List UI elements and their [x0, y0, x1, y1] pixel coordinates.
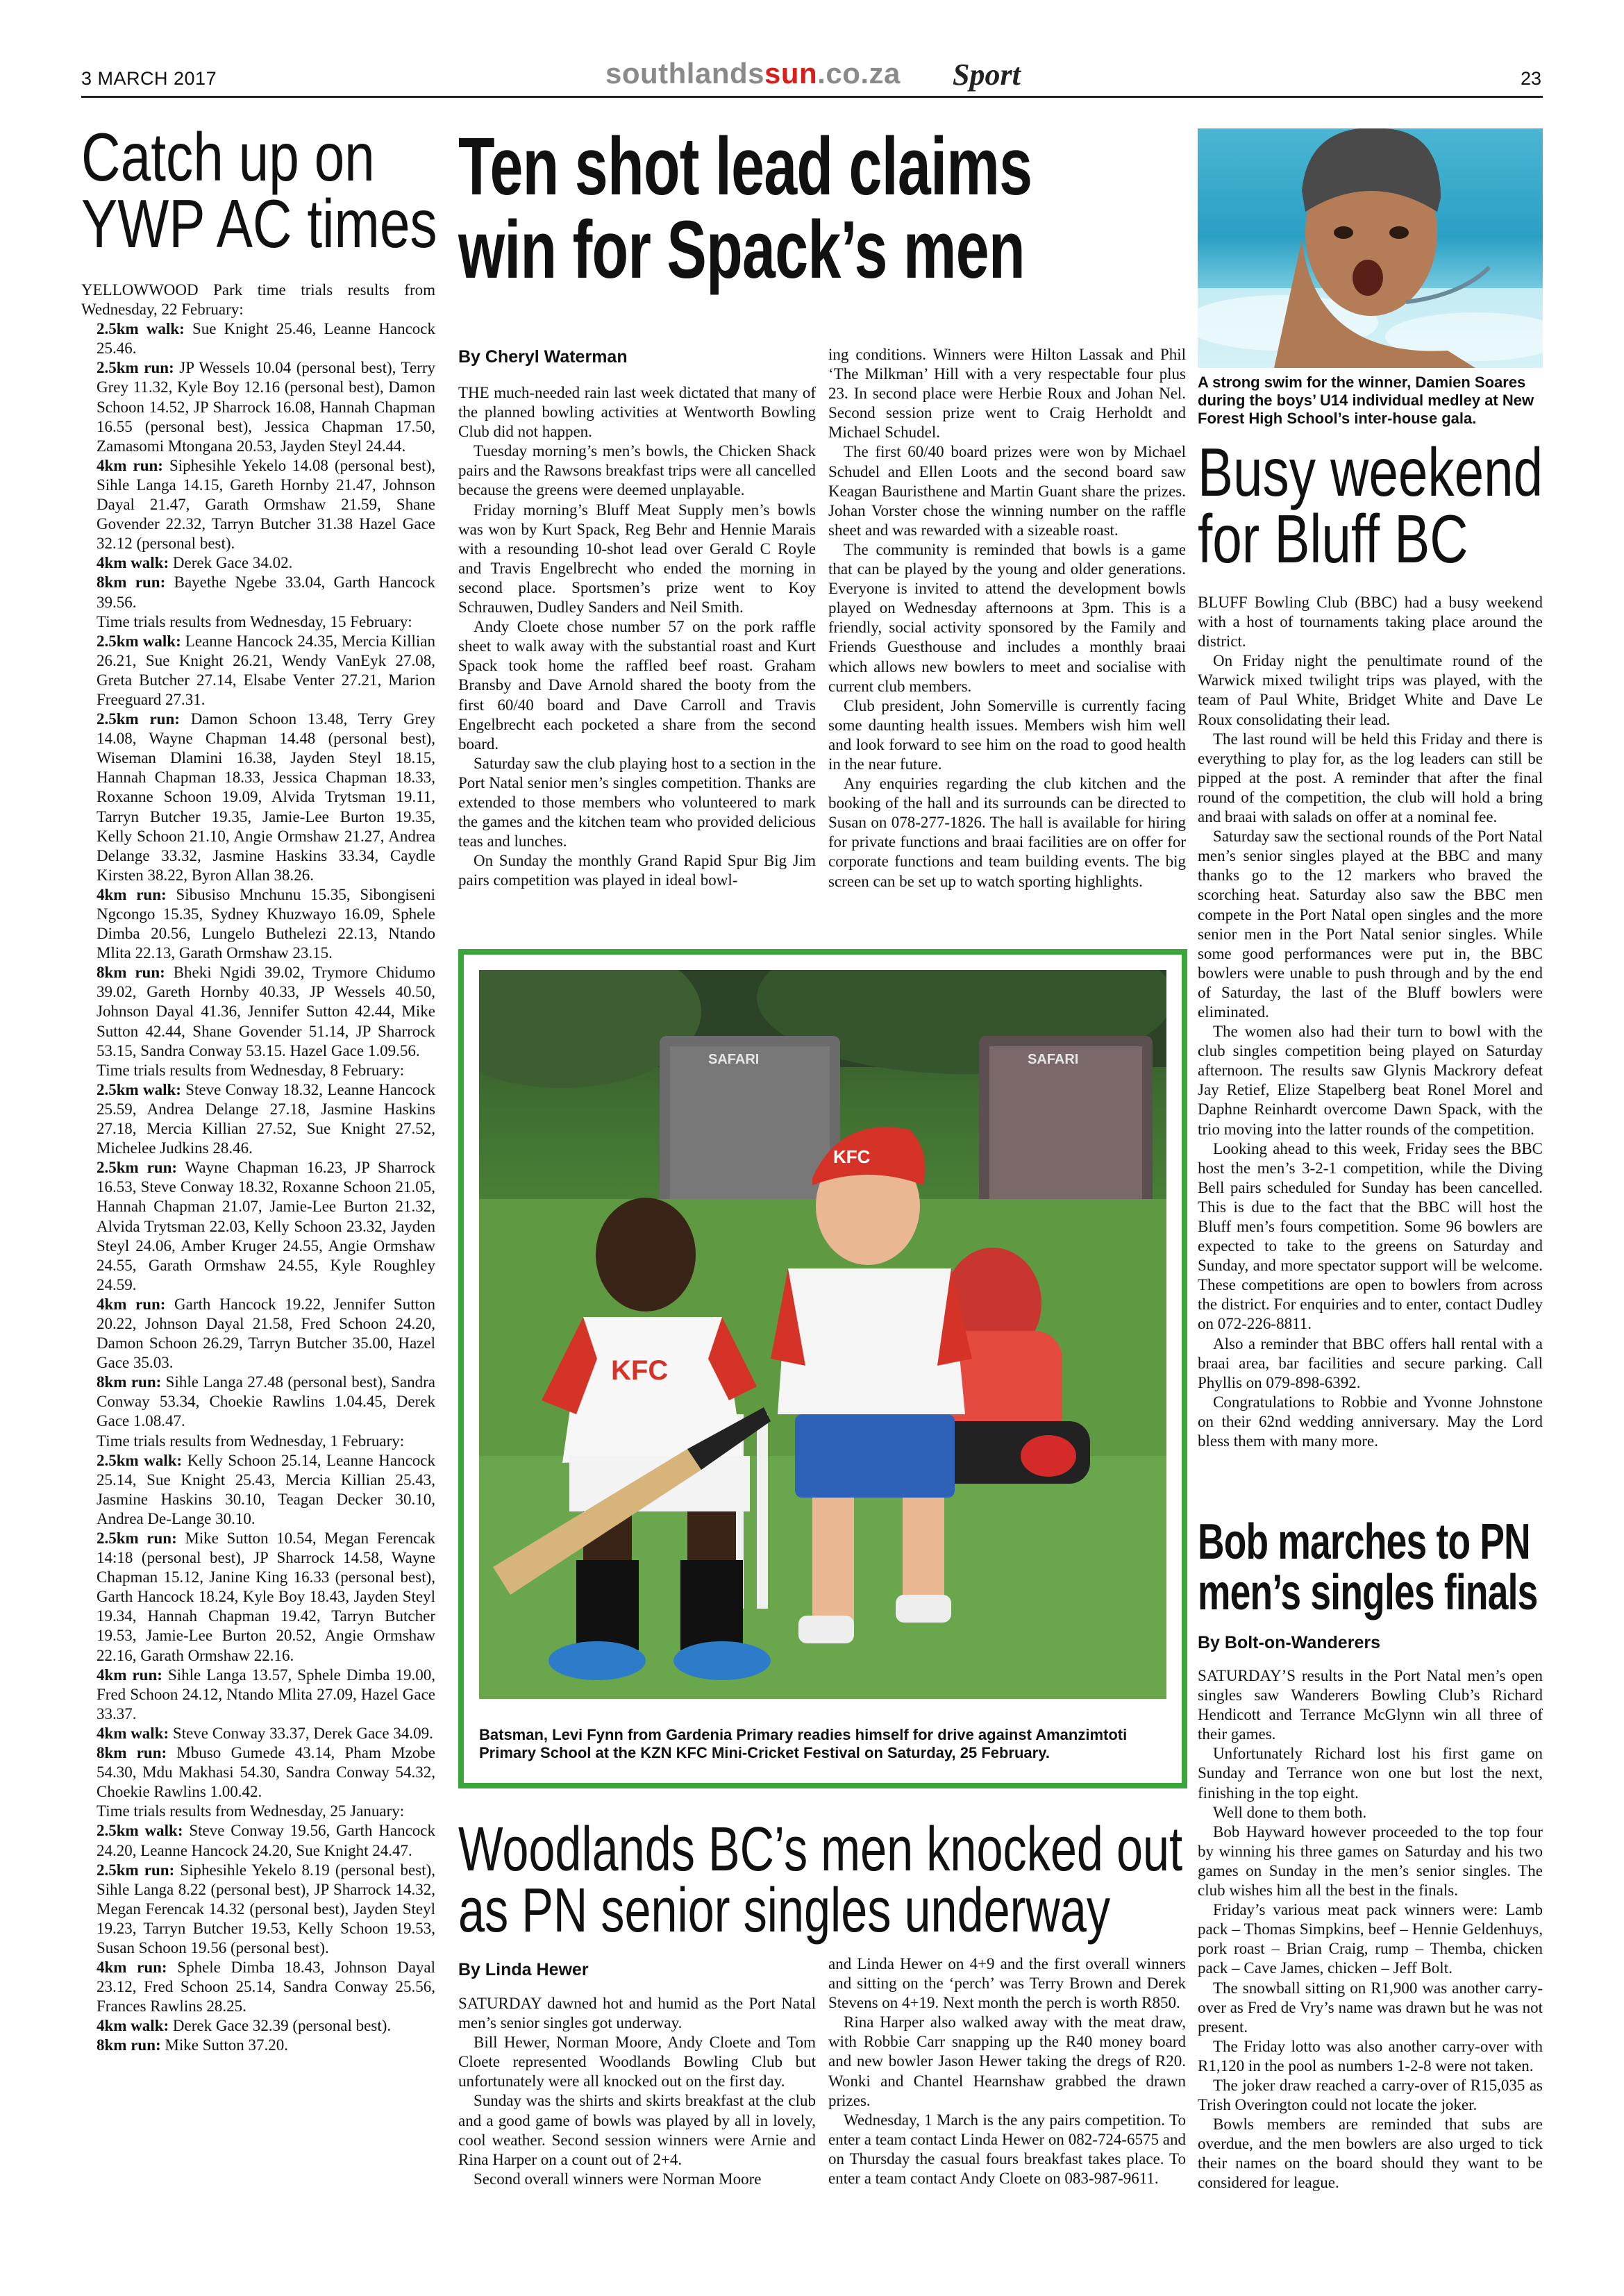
result-label: 2.5km run: [97, 1159, 178, 1177]
result-line [81, 1529, 435, 1666]
paragraph: Saturday saw the club playing host to a section in the Port Natal senior men’s singles competition. Thanks are extended to those members who volunteered to mark the games and the kitchen team who provided delicious teas and lunches. [458, 754, 816, 850]
paragraph: ing conditions. Winners were Hilton Lassak and Phil ‘The Milkman’ Hill with a very respectable four plus 23. In second place were Herbie Roux and Johan Nel. Second session prize went to Craig Herholdt and Michael Schudel. [828, 346, 1186, 442]
swimmer-illustration [1198, 128, 1543, 368]
result-text: Mike Sutton 10.54, Megan Ferencak 14:18 (personal best), JP Sharrock 14.58, Wayne Chapman 15.12, Janine King 16.33 (personal best), Garth Hancock 18.24, Kyle Boy 18.43, Jayden Steyl 19.34, Hannah Chapman 19.42, Tarryn Butcher 19.53, Jamie-Lee Burton 20.52, Angie Ormshaw 22.16, Garath Ormshaw 22.16. [97, 1530, 435, 1664]
result-line [81, 1451, 435, 1529]
result-text: Kelly Schoon 25.14, Leanne Hancock 25.14, Sue Knight 25.43, Mercia Killian 25.43, Jasmine Haskins 30.10, Teagan Decker 30.10, Andrea De-Lange 30.10. [97, 1451, 436, 1527]
result-label: 2.5km run: [97, 1530, 177, 1547]
bluff-headline: Busy weekend for Bluff BC [1198, 434, 1543, 578]
result-line [81, 1958, 435, 2016]
result-text: Sphele Dimba 18.43, Johnson Dayal 23.12, Fred Schoon 25.14, Sandra Conway 25.56, Frances Rawlins 28.25. [97, 1959, 436, 2016]
result-label: 2.5km walk: [97, 320, 185, 338]
paragraph: The joker draw reached a carry-over of R15,035 as Trish Overington could not locate the joker. [1198, 2076, 1543, 2114]
result-line [81, 1861, 435, 1958]
result-text: Time trials results from Wednesday, 15 February: [97, 612, 412, 630]
bob-byline: By Bolt-on-Wanderers [1198, 1633, 1380, 1652]
paragraph: and Linda Hewer on 4+9 and the first overall winners and sitting on the ‘perch’ was Terry Brown and Derek Stevens on 4+19. Next month the perch is worth R850. [828, 1955, 1186, 2012]
paragraph: Friday’s various meat pack winners were: Lamb pack – Thomas Simpkins, beef – Hennie Geldenhuys, pork roast – Brian Craig, rump – Themba, chicken pack – Cave James, chicken – Jeff Bolt. [1198, 1901, 1543, 1977]
paragraph: Looking ahead to this week, Friday sees the BBC host the men’s 3-2-1 competition, while the Diving Bell pairs scheduled for Sunday has been cancelled. This is due to the fact that the BBC will host the Bluff men’s fours competition. Some 96 bowlers are expected to take to the greens on Saturday and Sunday, and more spectator support will be welcome. These competitions are open to bowlers from across the district. For enquiries and to enter, contact Dudley on 072-226-8811. [1198, 1139, 1543, 1333]
result-line [81, 553, 435, 573]
result-text: Sibusiso Mnchunu 15.35, Sibongiseni Ngcongo 15.35, Sydney Khuzwayo 16.09, Sphele Dimba 20.56, Lungelo Buthelezi 22.13, Ntando Mlita 22.13, Garath Ormshaw 23.15. [97, 885, 435, 962]
cricket-caption: Batsman, Levi Fynn from Gardenia Primary readies himself for drive against Amanzimtoti Primary School at the KZN KFC Mini-Cricket Festival on Saturday, 25 February. [479, 1726, 1128, 1761]
result-text: Siphesihle Yekelo 8.19 (personal best), Sihle Langa 8.22 (personal best), JP Sharrock 14.32, Megan Ferencak 14.32 (personal best), Jayden Steyl 19.23, Tarryn Butcher 19.53, Kelly Schoon 19.53, Susan Schoon 19.56 (personal best). [97, 1861, 435, 1956]
result-line [81, 1666, 435, 1724]
paragraph: The last round will be held this Friday and there is everything to play for, as the log leaders can still be pipped at the post. A reminder that after the final round of the competition, the club will hold a bring and braai with salads on offer at a nominal fee. [1198, 730, 1543, 826]
result-label: 4km run: [97, 1959, 167, 1977]
result-line [81, 1158, 435, 1295]
result-line [81, 2016, 435, 2036]
paragraph: BLUFF Bowling Club (BBC) had a busy weekend with a host of tournaments taking place around the district. [1198, 594, 1543, 651]
cricket-illustration [479, 970, 1166, 1699]
result-text: JP Wessels 10.04 (personal best), Terry Grey 11.32, Kyle Boy 12.16 (personal best), Damon Schoon 14.52, JP Sharrock 16.08, Hannah Chapman 16.55 (personal best), Jessica Chapman 17.50, Zamasomi Mtongana 20.53, Jayden Steyl 24.44. [97, 359, 436, 455]
chair-brand-left: SAFARI [708, 1052, 760, 1067]
result-line [81, 319, 435, 358]
result-text: Derek Gace 34.02. [169, 554, 293, 572]
paragraph: SATURDAY dawned hot and humid as the Port Natal men’s senior singles got underway. [458, 1995, 816, 2032]
result-label: 8km run: [97, 964, 165, 982]
woodlands-headline: Woodlands BC’s men knocked out as PN senior singles underway [458, 1815, 1183, 1946]
paragraph: Club president, John Somerville is currently facing some daunting health issues. Members wish him well and look forward to see him on the road to good health in the near future. [828, 696, 1186, 773]
result-text: Leanne Hancock 24.35, Mercia Killian 26.21, Sue Knight 26.21, Wendy VanEyk 27.08, Greta Butcher 27.14, Elsabe Venter 27.21, Marion Freeguard 27.31. [97, 632, 436, 708]
result-text: Bheki Ngidi 39.02, Trymore Chidumo 39.02, Gareth Hornby 40.33, JP Wessels 40.50, Johnson Dayal 41.36, Jennifer Sutton 42.44, Mike Sutton 42.44, Shane Govender 51.14, JP Sharrock 53.15, Sandra Conway 53.15. Hazel Gace 1.09.56. [97, 964, 435, 1059]
spack-column-1 [458, 383, 816, 890]
paragraph: The Friday lotto was also another carry-over with R1,120 in the pool as numbers 1-2-8 were not taken. [1198, 2037, 1543, 2075]
result-line [81, 358, 435, 455]
header-rule [81, 96, 1543, 98]
shirt-logo: KFC [611, 1355, 669, 1386]
result-line [81, 573, 435, 612]
result-label: 8km run: [97, 573, 166, 592]
result-text: Mike Sutton 37.20. [160, 2036, 289, 2054]
paragraph: Unfortunately Richard lost his first game on Sunday and Terrance won one but lost the next, finishing in the top eight. [1198, 1745, 1543, 1802]
paragraph: Any enquiries regarding the club kitchen and the booking of the hall and its surrounds can be directed to Susan on 078-277-1826. The hall is available for hiring for private functions and braai facilities are on offer for corporate functions and team building events. The big screen can be set up to watch sporting highlights. [828, 775, 1186, 890]
swimmer-photo [1198, 128, 1543, 368]
paragraph: On Sunday the monthly Grand Rapid Spur Big Jim pairs competition was played in ideal bowl- [458, 852, 816, 889]
result-label: 8km run: [97, 1373, 162, 1391]
issue-date: 3 MARCH 2017 [81, 68, 217, 89]
result-line [81, 1080, 435, 1158]
bluff-article [1198, 593, 1543, 1451]
result-label: 4km run: [97, 1666, 162, 1684]
paragraph: Sunday was the shirts and skirts breakfast at the club and a good game of bowls was played by all in lovely, cool weather. Second session winners were Arnie and Rina Harper on a count out of 2+4. [458, 2092, 816, 2168]
paragraph: Friday morning’s Bluff Meat Supply men’s bowls was won by Kurt Spack, Reg Behr and Hennie Marais with a resounding 10-shot lead over Gerald C Royle and Travis Engelbrecht who ended the morning in second place. Sportsmen’s prize went to Koy Schrauwen, Dudley Sanders and Neil Smith. [458, 501, 816, 617]
result-label: 4km run: [97, 1295, 166, 1313]
ywp-intro: YELLOWWOOD Park time trials results from Wednesday, 22 February: [81, 281, 435, 319]
paragraph: Also a reminder that BBC offers hall rental with a braai area, bar facilities and secure parking. Call Phyllis on 079-898-6392. [1198, 1334, 1543, 1391]
result-text: Garth Hancock 19.22, Jennifer Sutton 20.22, Johnson Dayal 21.58, Fred Schoon 24.20, Damon Schoon 26.29, Tarryn Butcher 35.00, Hazel Gace 35.03. [97, 1295, 435, 1372]
result-label: 2.5km walk: [97, 1822, 183, 1840]
paragraph: Saturday saw the sectional rounds of the Port Natal men’s senior singles played at the BBC and many thanks go to the 12 markers who braved the scorching heat. Saturday also saw the BBC men compete in the Port Natal open singles and the more senior men in the Port Natal senior singles. While some good performances were put in, the BBC bowlers were unable to push through and by the end of Saturday, the last of the Bluff bowlers were eliminated. [1198, 828, 1543, 1021]
section-name: Sport [953, 58, 1021, 92]
paragraph: Andy Cloete chose number 57 on the pork raffle sheet to walk away with the substantial roast and Kurt Spack took home the raffled beef roast. Graham Bransby and Dave Arnold shared the booty from the first 60/40 board and Dave Carroll and Travis Engelbrecht each pocketed a share from the second board. [458, 618, 816, 753]
result-section-intro [81, 612, 435, 632]
woodlands-column-1 [458, 1994, 816, 2189]
woodlands-byline: By Linda Hewer [458, 1960, 589, 1979]
chair-brand-right: SAFARI [1028, 1052, 1079, 1067]
result-text: Steve Conway 19.56, Garth Hancock 24.20, Leanne Hancock 24.20, Sue Knight 24.47. [97, 1822, 435, 1859]
result-text: Sihle Langa 13.57, Sphele Dimba 19.00, Fred Schoon 24.12, Ntando Mlita 27.09, Hazel Gace 33.37. [97, 1666, 435, 1723]
result-section-intro [81, 1432, 435, 1451]
result-label: 8km run: [97, 2036, 161, 2054]
spack-headline: Ten shot lead claims win for Spack’s men [458, 121, 1032, 296]
result-text: Derek Gace 32.39 (personal best). [169, 2017, 392, 2035]
result-line [81, 1373, 435, 1431]
paragraph: Bowls members are reminded that subs are overdue, and the men bowlers are also urged to tick their names on the board should they want to be considered for league. [1198, 2115, 1543, 2192]
result-section-intro [81, 1802, 435, 1821]
page-number: 23 [1521, 68, 1542, 89]
result-text: Wayne Chapman 16.23, JP Sharrock 16.53, Steve Conway 18.32, Roxanne Schoon 21.05, Hannah Chapman 21.07, Jamie-Lee Burton 21.32, Alvida Trytsman 22.03, Kelly Schoon 23.32, Jayden Steyl 24.06, Amber Kruger 24.55, Angie Ormshaw 24.55, Garath Ormshaw 24.55, Kyle Roughley 24.59. [97, 1159, 435, 1293]
paragraph: THE much-needed rain last week dictated that many of the planned bowling activities at Wentworth Bowling Club did not happen. [458, 384, 816, 441]
paragraph: Tuesday morning’s men’s bowls, the Chicken Shack pairs and the Rawsons breakfast trips were all cancelled because the greens were deemed unplayable. [458, 442, 816, 499]
site-name: southlandssun.co.za [605, 57, 901, 90]
bob-headline: Bob marches to PN men’s singles finals [1198, 1514, 1538, 1621]
result-label: 4km walk: [97, 2017, 169, 2035]
result-line [81, 710, 435, 885]
paragraph: The snowball sitting on R1,900 was another carry-over as Fred de Vry’s name was drawn but he was not present. [1198, 1979, 1543, 2036]
result-label: 2.5km run: [97, 1861, 175, 1879]
result-label: 2.5km run: [97, 359, 174, 377]
result-label: 2.5km walk: [97, 632, 181, 650]
paragraph: Second overall winners were Norman Moore [474, 2170, 762, 2188]
paragraph: The first 60/40 board prizes were won by Michael Schudel and Ellen Loots and the second board saw Keagan Bauristhene and Martin Guant share the prizes. Johan Vorster chose the winning number on the raffle sheet and was rewarded with a sizeable roast. [828, 443, 1186, 539]
result-label: 2.5km walk: [97, 1451, 183, 1469]
bob-article [1198, 1666, 1543, 2193]
paragraph: The community is reminded that bowls is a game that can be played by the young and older generations. Everyone is invited to attend the development bowls played on Wednesday afternoons at 3pm. This is a friendly, social activity sponsored by the Family and Friends Guesthouse and includes a monthly braai which allows new bowlers to meet and socialise with current club members. [828, 540, 1186, 695]
spack-column-2 [828, 345, 1186, 891]
paragraph: On Friday night the penultimate round of the Warwick mixed twilight trips was played, with the team of Paul White, Bridget White and Dave Le Roux consolidating their lead. [1198, 652, 1543, 728]
result-text: Damon Schoon 13.48, Terry Grey 14.08, Wayne Chapman 14.48 (personal best), Wiseman Dlamini 16.38, Jayden Steyl 18.15, Hannah Chapman 18.33, Jessica Chapman 18.33, Roxanne Schoon 19.09, Alvida Trytsman 19.11, Tarryn Butcher 19.35, Jamie-Lee Burton 19.35, Kelly Schoon 21.10, Angie Ormshaw 21.27, Andrea Delange 33.32, Jasmine Haskins 33.34, Caydle Kirsten 38.22, Byron Allan 38.26. [97, 710, 435, 884]
result-label: 8km run: [97, 1744, 167, 1762]
result-label: 2.5km run: [97, 710, 180, 728]
spack-byline: By Cheryl Waterman [458, 347, 628, 367]
result-label: 2.5km walk: [97, 1080, 181, 1098]
camp-chair-right [979, 1036, 1153, 1216]
woodlands-column-2 [828, 1954, 1186, 2188]
result-label: 4km walk: [97, 1724, 169, 1742]
result-label: 4km run: [97, 885, 167, 903]
result-text: Time trials results from Wednesday, 8 February: [97, 1061, 405, 1079]
result-text: Mbuso Gumede 43.14, Pham Mzobe 54.30, Mdu Makhasi 54.30, Sandra Conway 54.32, Choekie Rawlins 1.00.42. [97, 1744, 435, 1801]
result-label: 4km run: [97, 456, 163, 474]
result-line [81, 963, 435, 1060]
paragraph: SATURDAY’S results in the Port Natal men’s open singles saw Wanderers Bowling Club’s Richard Hendicott and Terrance McGlynn win all three of their games. [1198, 1667, 1543, 1743]
result-label: 4km walk: [97, 554, 169, 572]
result-line [81, 456, 435, 553]
result-line [81, 885, 435, 963]
result-text: Sue Knight 25.46, Leanne Hancock 25.46. [97, 320, 435, 358]
result-line [81, 1295, 435, 1373]
paragraph: Rina Harper also walked away with the meat draw, with Robbie Carr snapping up the R40 money board and new bowler Jason Hewer taking the dregs of R20. Wonki and Chantel Hearnshaw grabbed the drawn prizes. [828, 2013, 1186, 2109]
ywp-results [81, 280, 435, 2056]
paragraph: Bob Hayward however proceeded to the top four by winning his three games on Saturday and his two games on Sunday in the men’s senior singles. The club wishes him all the best in the finals. [1198, 1822, 1543, 1900]
paragraph: Bill Hewer, Norman Moore, Andy Cloete and Tom Cloete represented Woodlands Bowling Club but unfortunately were all knocked out on the first day. [458, 2034, 816, 2090]
swimmer-caption: A strong swim for the winner, Damien Soares during the boys’ U14 individual medley at New Forest High School’s inter-house gala. [1198, 374, 1534, 427]
result-line [81, 1743, 435, 1802]
result-text: Bayethe Ngebe 33.04, Garth Hancock 39.56. [97, 573, 435, 611]
result-line [81, 2036, 435, 2055]
result-text: Sihle Langa 27.48 (personal best), Sandra Conway 53.34, Choekie Rawlins 1.04.45, Derek Gace 1.08.47. [97, 1373, 435, 1430]
result-text: Steve Conway 18.32, Leanne Hancock 25.59, Andrea Delange 27.18, Jasmine Haskins 27.18, Mercia Killian 27.52, Sue Knight 27.52, Michelee Judkins 28.46. [97, 1080, 435, 1157]
paragraph: Congratulations to Robbie and Yvonne Johnstone on their 62nd wedding anniversary. May the Lord bless them with many more. [1198, 1393, 1543, 1450]
cricket-photo [479, 970, 1166, 1699]
result-text: Steve Conway 33.37, Derek Gace 34.09. [169, 1724, 433, 1742]
result-line [81, 632, 435, 710]
paragraph: Wednesday, 1 March is the any pairs competition. To enter a team contact Linda Hewer on 082-724-6575 and on Thursday the casual fours breakfast takes place. To enter a team contact Andy Cloete on 083-987-9611. [828, 2111, 1186, 2188]
result-text: Siphesihle Yekelo 14.08 (personal best), Sihle Langa 14.15, Gareth Hornby 21.47, Johnson Dayal 21.47, Garath Ormshaw 21.59, Shane Govender 22.32, Tarryn Butcher 31.38 Hazel Gace 32.12 (personal best). [97, 456, 435, 553]
cap-logo: KFC [833, 1146, 871, 1167]
result-line [81, 1724, 435, 1743]
ywp-headline: Catch up on YWP AC times [81, 119, 437, 262]
result-section-intro [81, 1061, 435, 1080]
result-text: Time trials results from Wednesday, 1 February: [97, 1432, 405, 1450]
result-line [81, 1821, 435, 1860]
paragraph: Well done to them both. [1213, 1803, 1367, 1821]
result-text: Time trials results from Wednesday, 25 January: [97, 1802, 405, 1820]
paragraph: The women also had their turn to bowl with the club singles competition being played on Saturday afternoon. The results saw Glynis Mackrory defeat Jay Retief, Elize Stapelberg beat Ronel Morel and Daphne Reinhardt overcome Dawn Spack, with the trio moving into the latter rounds of the competition. [1198, 1023, 1543, 1138]
